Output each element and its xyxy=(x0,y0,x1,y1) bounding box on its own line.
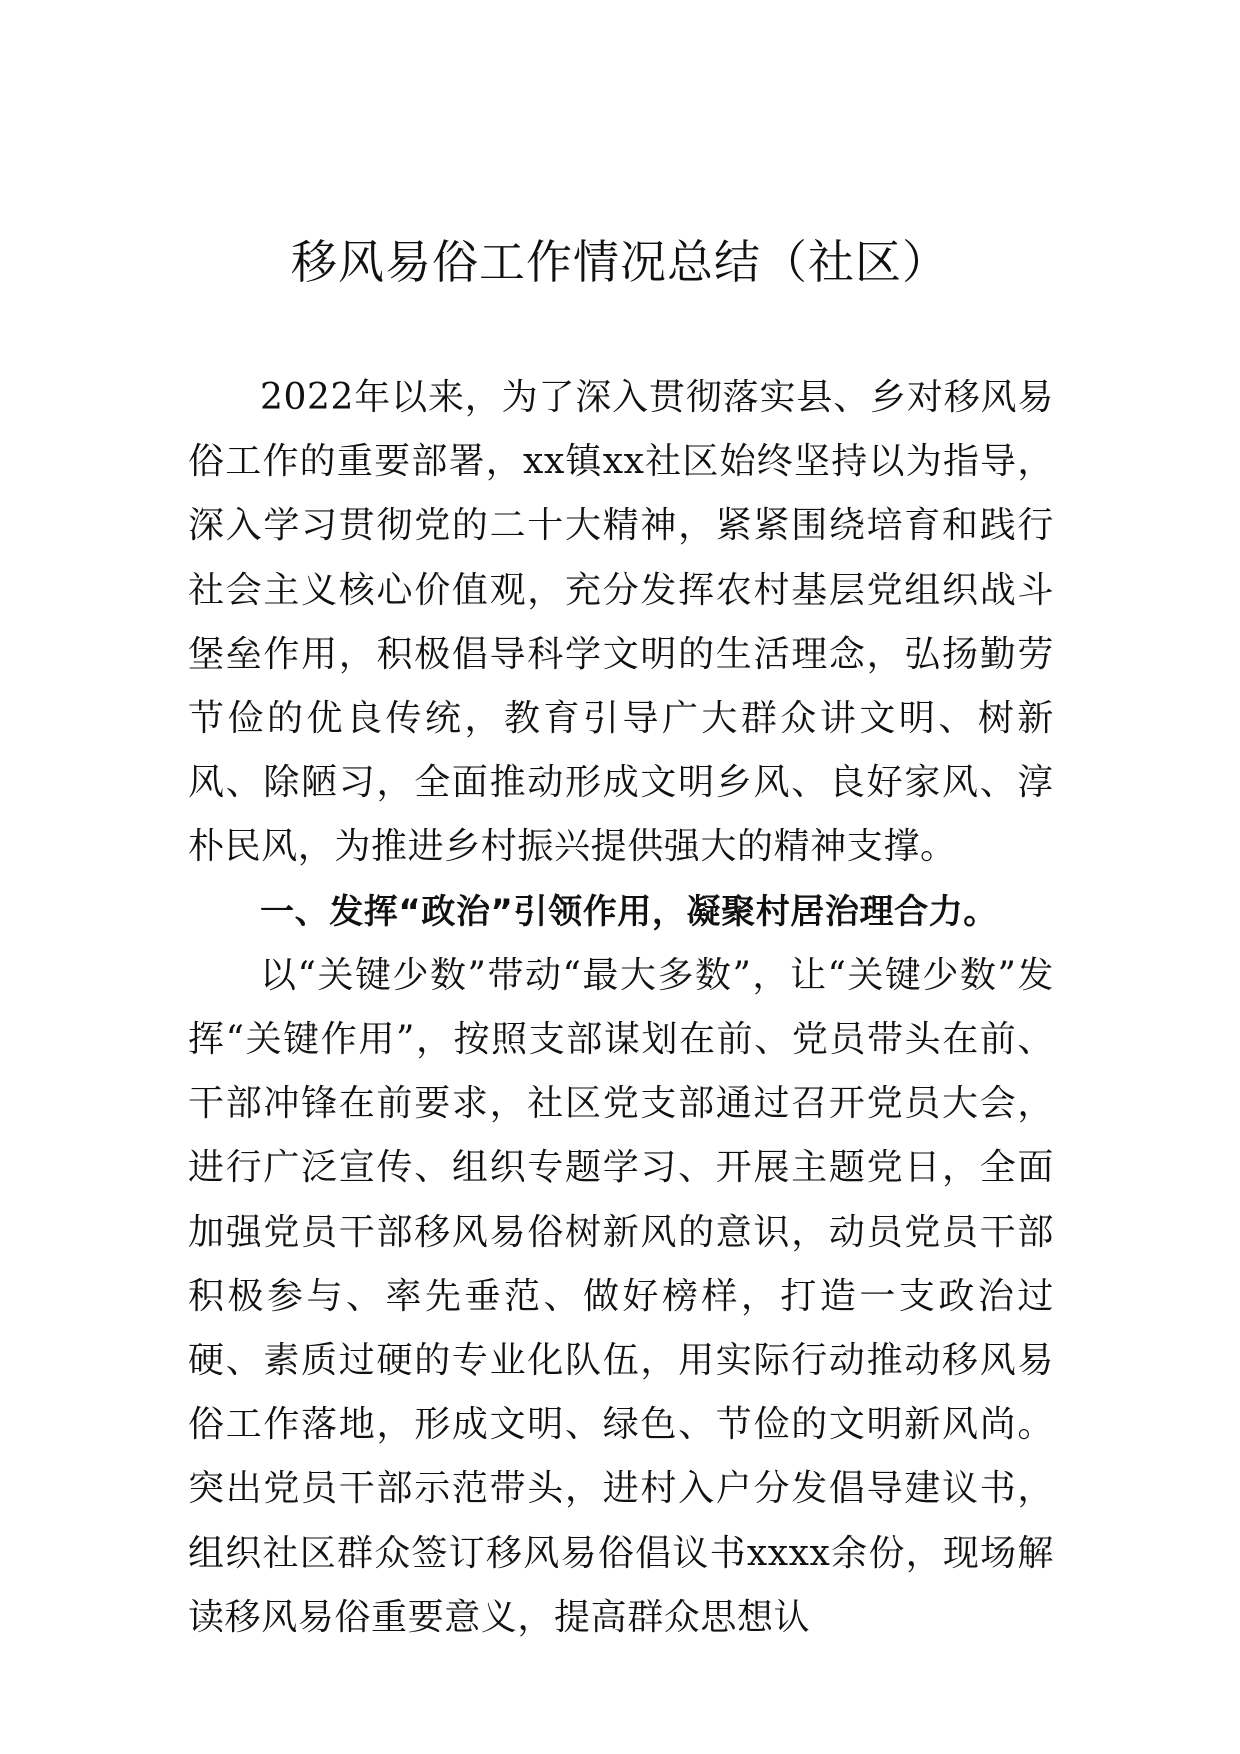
document-title: 移风易俗工作情况总结（社区） xyxy=(291,235,949,289)
section-heading-1: 一、发挥“政治”引领作用，凝聚村居治理合力。 xyxy=(260,891,998,932)
paragraph-intro: 2022年以来，为了深入贯彻落实县、乡对移风易俗工作的重要部署，xx镇xx社区始终坚持以为指导，深入学习贯彻党的二十大精神，紧紧围绕培育和践行社会主义核心价值观，充分发挥农村基层党组织战斗堡垒作用，积极倡导科学文明的生活理念，弘扬勤劳节俭的优良传统，教育引导广大群众讲文明、树新风、除陋习，全面推动形成文明乡风、良好家风、淳朴民风，为推进乡村振兴提供强大的精神支撑。 xyxy=(188,377,1054,868)
paragraph-section-1: 以“关键少数”带动“最大多数”，让“关键少数”发挥“关键作用”，按照支部谋划在前、党员带头在前、干部冲锋在前要求，社区党支部通过召开党员大会，进行广泛宣传、组织专题学习、开展主题党日，全面加强党员干部移风易俗树新风的意识，动员党员干部积极参与、率先垂范、做好榜样，打造一支政治过硬、素质过硬的专业化队伍，用实际行动推动移风易俗工作落地，形成文明、绿色、节俭的文明新风尚。突出党员干部示范带头，进村入户分发倡导建议书，组织社区群众签订移风易俗倡议书xxxx余份，现场解读移风易俗重要意义，提高群众思想认 xyxy=(188,954,1054,1638)
document-body xyxy=(188,366,1054,1650)
